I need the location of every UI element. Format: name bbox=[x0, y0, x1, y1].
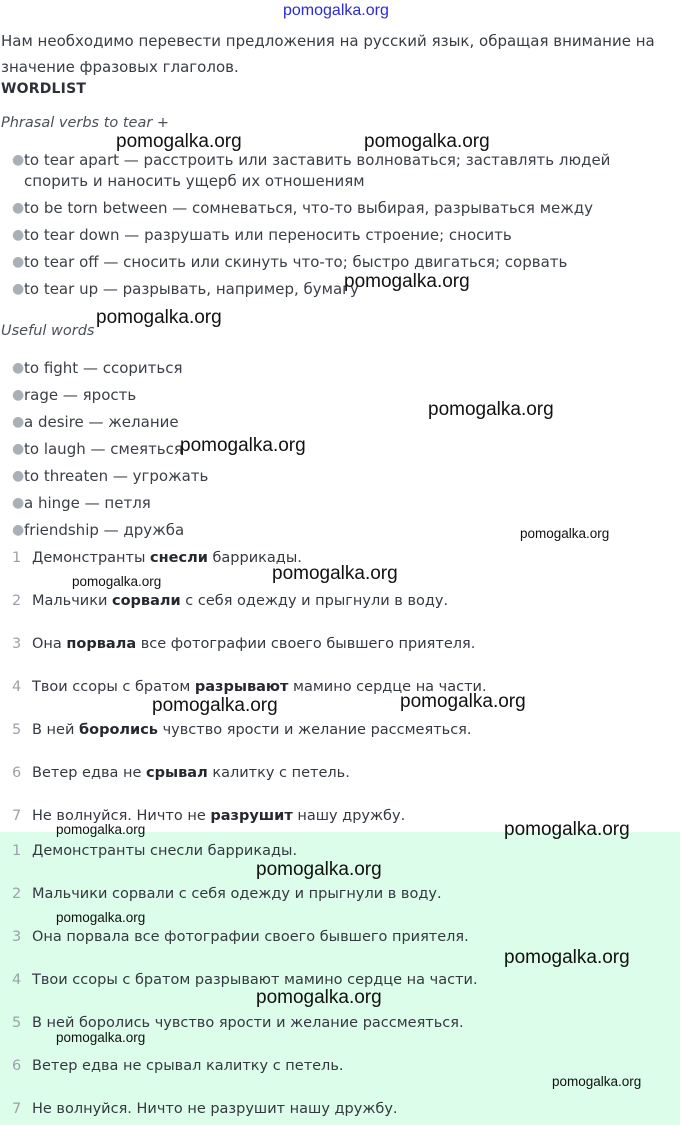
list-item bbox=[12, 385, 674, 406]
sentence-text: Она bbox=[32, 636, 67, 652]
sentence-text: Ветер едва не срывал калитку с петель. bbox=[32, 1058, 344, 1074]
sentence-text: Мальчики bbox=[32, 593, 112, 609]
bullet-icon: ● bbox=[12, 360, 25, 376]
watermark: pomogalka.org bbox=[256, 859, 382, 880]
sentence-text: мамино сердце на части. bbox=[288, 679, 487, 695]
sentence-text: баррикады. bbox=[207, 550, 302, 566]
watermark: pomogalka.org bbox=[180, 435, 306, 456]
list-item bbox=[12, 358, 674, 379]
bullet-icon: ● bbox=[12, 254, 25, 270]
watermark: pomogalka.org bbox=[520, 526, 610, 541]
list-item-text: friendship — дружба bbox=[24, 521, 185, 539]
list-item-text: to tear off — сносить или скинуть что-то; быстро двигаться; сорвать bbox=[24, 253, 568, 271]
sentence-verb: срывал bbox=[146, 765, 208, 781]
watermark: pomogalka.org bbox=[428, 399, 554, 420]
watermark: pomogalka.org bbox=[364, 131, 490, 152]
answer-sentence bbox=[12, 927, 469, 947]
list-item bbox=[12, 279, 674, 300]
bullet-icon: ● bbox=[12, 468, 25, 484]
sentence-text: В ней боролись чувство ярости и желание рассмеяться. bbox=[32, 1015, 464, 1031]
list-item bbox=[12, 198, 674, 219]
sentence-text: с себя одежду и прыгнули в воду. bbox=[180, 593, 449, 609]
item-number: 3 bbox=[12, 929, 22, 945]
task-sentence bbox=[12, 548, 302, 568]
item-number: 7 bbox=[12, 808, 22, 824]
watermark: pomogalka.org bbox=[504, 819, 630, 840]
sentence-text: чувство ярости и желание рассмеяться. bbox=[157, 722, 472, 738]
list-item-text: to laugh — смеяться bbox=[24, 440, 183, 458]
answer-sentence bbox=[12, 970, 478, 990]
sentence-text: Демонстранты bbox=[32, 550, 151, 566]
bullet-icon: ● bbox=[12, 281, 25, 297]
answer-sentence bbox=[12, 1056, 343, 1076]
list-item-text: to tear up — разрывать, например, бумагу bbox=[24, 280, 359, 298]
item-number: 7 bbox=[12, 1101, 22, 1117]
task-sentence bbox=[12, 634, 475, 654]
item-number: 1 bbox=[12, 550, 22, 566]
sentence-verb: боролись bbox=[79, 722, 158, 738]
sentence-verb: сорвали bbox=[112, 593, 181, 609]
watermark: pomogalka.org bbox=[72, 574, 162, 589]
sentence-text: Не волнуйся. Ничто не разрушит нашу дружбу. bbox=[32, 1101, 398, 1117]
item-number: 3 bbox=[12, 636, 22, 652]
watermark-top: pomogalka.org bbox=[283, 2, 389, 19]
answer-sentence bbox=[12, 1099, 398, 1119]
sentence-text: нашу дружбу. bbox=[292, 808, 406, 824]
intro-text: Нам необходимо перевести предложения на русский язык, обращая внимание на значение фразовых глаголов. bbox=[1, 32, 655, 76]
list-item-text: to threaten — угрожать bbox=[24, 467, 209, 485]
item-number: 4 bbox=[12, 972, 22, 988]
item-number: 2 bbox=[12, 886, 22, 902]
item-number: 6 bbox=[12, 1058, 22, 1074]
sentence-verb: разрывают bbox=[194, 679, 289, 695]
sentence-verb: разрушит bbox=[210, 808, 293, 824]
sentence-text: Твои ссоры с братом разрывают мамино сердце на части. bbox=[32, 972, 478, 988]
watermark: pomogalka.org bbox=[256, 987, 382, 1008]
item-number: 6 bbox=[12, 765, 22, 781]
bullet-icon: ● bbox=[12, 200, 25, 216]
watermark: pomogalka.org bbox=[56, 822, 146, 837]
list-item-text: rage — ярость bbox=[24, 386, 137, 404]
watermark: pomogalka.org bbox=[272, 563, 398, 584]
bullet-icon: ● bbox=[12, 387, 25, 403]
watermark: pomogalka.org bbox=[400, 691, 526, 712]
item-number: 1 bbox=[12, 843, 22, 859]
sentence-text: Мальчики сорвали с себя одежду и прыгнули в воду. bbox=[32, 886, 442, 902]
list-item bbox=[12, 439, 674, 460]
watermark: pomogalka.org bbox=[116, 131, 242, 152]
sentence-text: Не волнуйся. Ничто не bbox=[32, 808, 211, 824]
useful-words-title: Useful words bbox=[1, 323, 95, 339]
list-item bbox=[12, 493, 674, 514]
bullet-icon: ● bbox=[12, 522, 25, 538]
sentence-text: Она порвала все фотографии своего бывшего приятеля. bbox=[32, 929, 469, 945]
watermark: pomogalka.org bbox=[56, 1030, 146, 1045]
watermark: pomogalka.org bbox=[504, 947, 630, 968]
task-sentence bbox=[12, 591, 448, 611]
bullet-icon: ● bbox=[12, 441, 25, 457]
list-item bbox=[12, 225, 674, 246]
list-item bbox=[12, 466, 674, 487]
item-number: 5 bbox=[12, 722, 22, 738]
task-sentence bbox=[12, 720, 472, 740]
list-item bbox=[12, 252, 674, 273]
watermark: pomogalka.org bbox=[344, 271, 470, 292]
bullet-icon: ● bbox=[12, 227, 25, 243]
sentence-text: В ней bbox=[32, 722, 79, 738]
sentence-verb: снесли bbox=[150, 550, 208, 566]
watermark: pomogalka.org bbox=[56, 910, 146, 925]
item-number: 4 bbox=[12, 679, 22, 695]
task-sentence bbox=[12, 763, 350, 783]
answer-sentence bbox=[12, 841, 297, 861]
sentence-text: все фотографии своего бывшего приятеля. bbox=[136, 636, 476, 652]
watermark: pomogalka.org bbox=[96, 307, 222, 328]
bullet-icon: ● bbox=[12, 414, 25, 430]
sentence-text: Твои ссоры с братом bbox=[32, 679, 195, 695]
sentence-verb: порвала bbox=[66, 636, 137, 652]
watermark: pomogalka.org bbox=[152, 695, 278, 716]
list-item-text: to tear apart — расстроить или заставить волноваться; заставлять людей спорить и наносить ущерб их отношениям bbox=[24, 151, 611, 190]
sentence-text: калитку с петель. bbox=[207, 765, 350, 781]
list-item-text: a hinge — петля bbox=[24, 494, 151, 512]
list-item bbox=[12, 150, 674, 192]
list-item-text: a desire — желание bbox=[24, 413, 179, 431]
list-item bbox=[12, 412, 674, 433]
sentence-text: Ветер едва не bbox=[32, 765, 147, 781]
watermark: pomogalka.org bbox=[552, 1074, 642, 1089]
list-item-text: to be torn between — сомневаться, что-то выбирая, разрываться между bbox=[24, 199, 594, 217]
wordlist-heading: WORDLIST bbox=[1, 81, 87, 97]
bullet-icon: ● bbox=[12, 495, 25, 511]
list-item-text: to fight — ссориться bbox=[24, 359, 183, 377]
sentence-text: Демонстранты снесли баррикады. bbox=[32, 843, 298, 859]
item-number: 5 bbox=[12, 1015, 22, 1031]
bullet-icon: ● bbox=[12, 152, 25, 168]
list-item-text: to tear down — разрушать или переносить строение; сносить bbox=[24, 226, 512, 244]
phrasal-verbs-title: Phrasal verbs to tear + bbox=[1, 115, 170, 131]
answer-sentence bbox=[12, 884, 442, 904]
item-number: 2 bbox=[12, 593, 22, 609]
